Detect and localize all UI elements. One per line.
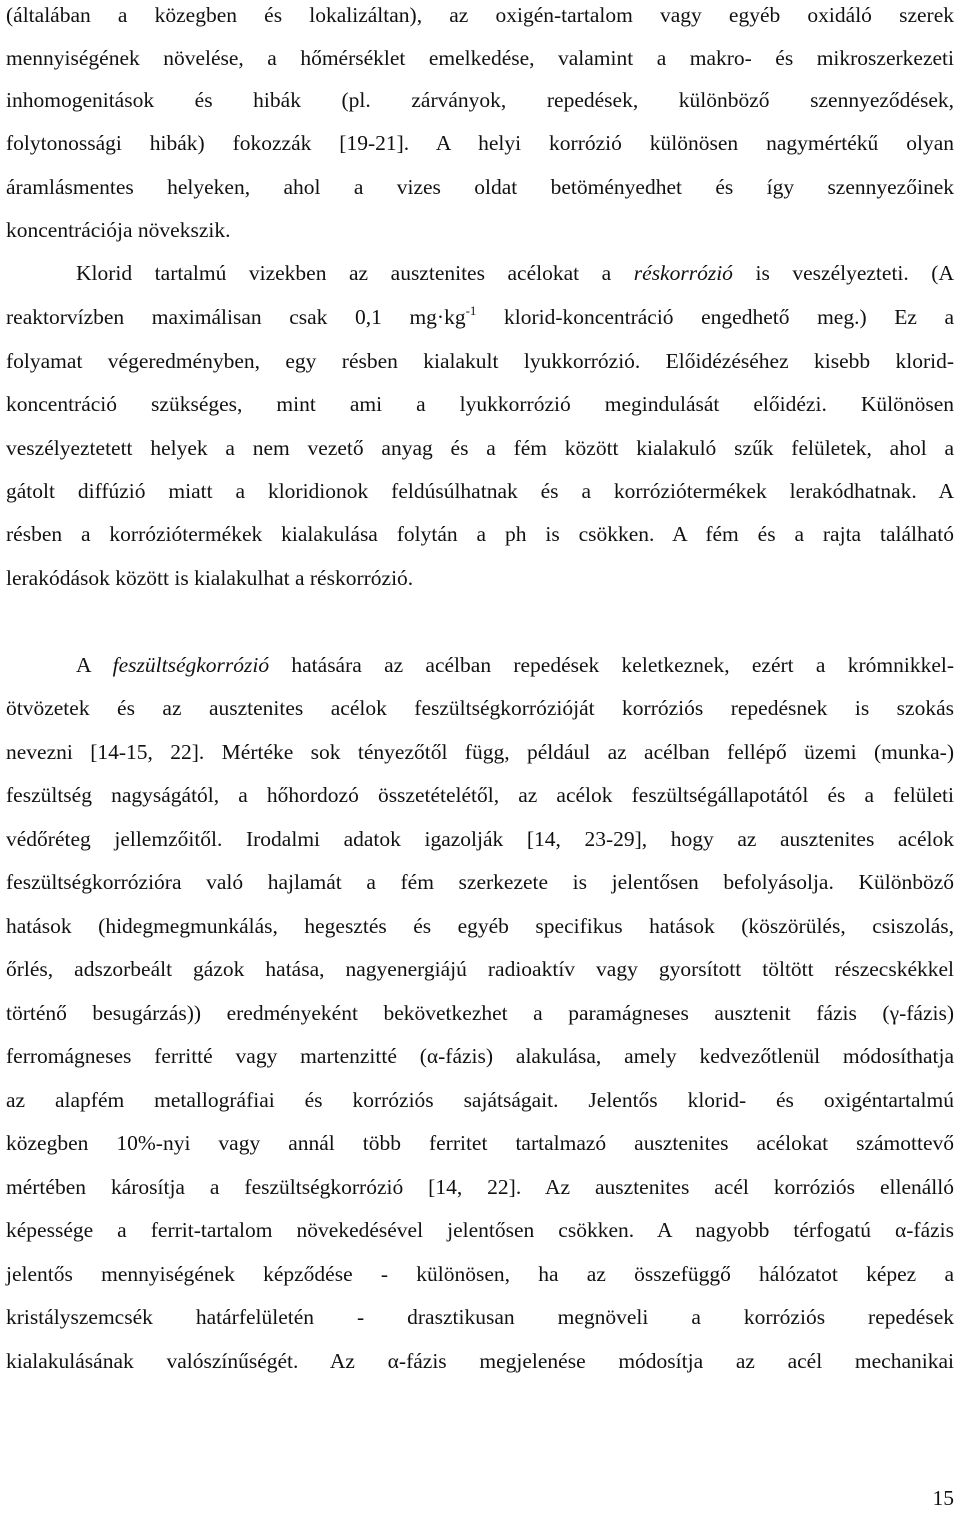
text-line xyxy=(6,1346,954,1376)
text-run: ferromágneses ferritté vagy martenzitté (α-fázis) alakulása, amely kedvezőtlenül módosíthatja xyxy=(6,1044,954,1068)
text-run: ötvözetek és az ausztenites acélok feszültségkorrózióját korróziós repedésnek is szokás xyxy=(6,696,954,720)
text-run: védőréteg jellemzőitől. Irodalmi adatok igazolják [14, 23-29], hogy az ausztenites acélok xyxy=(6,827,954,851)
text-run: (általában a közegben és lokalizáltan), az oxigén-tartalom vagy egyéb oxidáló szerek xyxy=(6,3,954,27)
emphasized-term: réskorrózió xyxy=(633,261,733,285)
text-run: koncentráció szükséges, mint ami a lyukkorrózió megindulását előidézi. Különösen xyxy=(6,392,954,416)
text-run: feszültségkorrózióra való hajlamát a fém szerkezete is jelentősen befolyásolja. Különböző xyxy=(6,870,954,894)
text-run: Klorid tartalmú vizekben az ausztenites acélokat a xyxy=(76,261,634,285)
text-run: kialakulásának valószínűségét. Az α-fázis megjelenése módosítja az acél mechanikai xyxy=(6,1349,954,1373)
text-run: történő besugárzás)) eredményeként bekövetkezhet a paramágneses ausztenit fázis (γ-fázis) xyxy=(6,1001,954,1025)
text-run: kristályszemcsék határfelületén - drasztikusan megnöveli a korróziós repedések xyxy=(6,1305,954,1329)
text-line xyxy=(6,389,954,419)
text-run: reaktorvízben maximálisan csak 0,1 mg·kg xyxy=(6,305,466,329)
superscript: -1 xyxy=(465,303,477,318)
text-run: nevezni [14-15, 22]. Mértéke sok tényezőtől függ, például az acélban fellépő üzemi (munka-) xyxy=(6,740,954,764)
text-line xyxy=(6,737,954,767)
text-line xyxy=(6,519,954,549)
text-line xyxy=(6,433,954,463)
text-run: résben a korróziótermékek kialakulása folytán a ph is csökken. A fém és a rajta található xyxy=(6,522,954,546)
text-line xyxy=(6,954,954,984)
text-run: lerakódások között is kialakulhat a réskorrózió. xyxy=(6,566,414,590)
emphasized-term: feszültségkorrózió xyxy=(112,653,270,677)
text-line xyxy=(6,867,954,897)
text-run: jelentős mennyiségének képződése - különösen, ha az összefüggő hálózatot képez a xyxy=(6,1262,954,1286)
text-line xyxy=(6,128,954,158)
text-run: feszültség nagyságától, a hőhordozó összetételétől, az acélok feszültségállapotától és a felületi xyxy=(6,783,954,807)
text-run: az alapfém metallográfiai és korróziós sajátságait. Jelentős klorid- és oxigéntartalmú xyxy=(6,1088,954,1112)
text-run: folytonossági hibák) fokozzák [19-21]. A helyi korrózió különösen nagymértékű olyan xyxy=(6,131,954,155)
text-line xyxy=(6,215,954,245)
text-run: gátolt diffúzió miatt a kloridionok feldúsúlhatnak és a korróziótermékek lerakódhatnak. A xyxy=(6,479,954,503)
text-line xyxy=(6,1085,954,1115)
text-run: áramlásmentes helyeken, ahol a vizes oldat betöményedhet és így szennyezőinek xyxy=(6,175,954,199)
text-line xyxy=(6,43,954,73)
text-run: mértében károsítja a feszültségkorrózió [14, 22]. Az ausztenites acél korróziós ellenálló xyxy=(6,1175,954,1199)
text-line xyxy=(6,85,954,115)
text-line xyxy=(6,1215,954,1245)
text-run: hatások (hidegmegmunkálás, hegesztés és egyéb specifikus hatások (köszörülés, csiszolás, xyxy=(6,914,954,938)
text-run: inhomogenitások és hibák (pl. zárványok, repedések, különböző szennyeződések, xyxy=(6,88,954,112)
text-run: mennyiségének növelése, a hőmérséklet emelkedése, valamint a makro- és mikroszerkezeti xyxy=(6,46,954,70)
text-line xyxy=(6,0,954,30)
text-run: hatására az acélban repedések keletkeznek, ezért a krómnikkel- xyxy=(269,653,954,677)
text-run: folyamat végeredményben, egy résben kialakult lyukkorrózió. Előidézéséhez kisebb klorid- xyxy=(6,349,954,373)
text-line xyxy=(6,824,954,854)
text-run: klorid-koncentráció engedhető meg.) Ez a xyxy=(476,305,955,329)
text-run: képessége a ferrit-tartalom növekedésével jelentősen csökken. A nagyobb térfogatú α-fázis xyxy=(6,1218,954,1242)
text-line xyxy=(6,780,954,810)
text-line xyxy=(76,650,954,680)
text-line xyxy=(76,258,954,288)
text-line xyxy=(6,1128,954,1158)
text-line xyxy=(6,172,954,202)
text-line xyxy=(6,302,954,332)
text-run: A xyxy=(76,653,113,677)
text-line xyxy=(6,1172,954,1202)
text-line xyxy=(6,476,954,506)
text-line xyxy=(6,693,954,723)
text-line xyxy=(6,1302,954,1332)
text-run: koncentrációja növekszik. xyxy=(6,218,231,242)
text-line xyxy=(6,1041,954,1071)
text-line xyxy=(6,346,954,376)
text-line xyxy=(6,563,954,593)
text-run: közegben 10%-nyi vagy annál több ferritet tartalmazó ausztenites acélokat számottevő xyxy=(6,1131,954,1155)
text-run: őrlés, adszorbeált gázok hatása, nagyenergiájú radioaktív vagy gyorsított töltött részecskékkel xyxy=(6,957,954,981)
text-run: is veszélyezteti. (A xyxy=(732,261,954,285)
text-line xyxy=(6,911,954,941)
text-run: veszélyeztetett helyek a nem vezető anyag és a fém között kialakuló szűk felületek, ahol a xyxy=(6,436,954,460)
text-line xyxy=(6,998,954,1028)
page-number: 15 xyxy=(932,1486,954,1510)
text-line xyxy=(6,1259,954,1289)
